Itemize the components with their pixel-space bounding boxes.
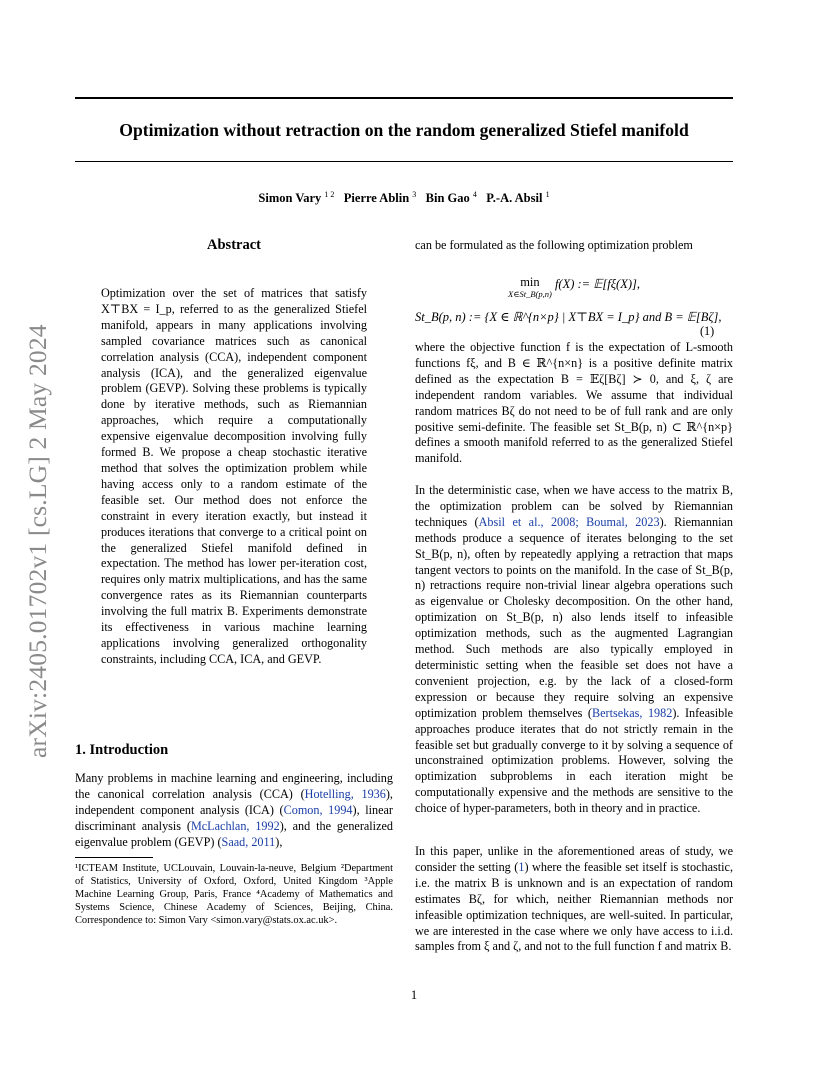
author-name: Pierre Ablin xyxy=(343,191,410,206)
equation-number: (1) xyxy=(700,324,715,338)
author-affiliation: 4 xyxy=(472,190,477,199)
footnote-rule xyxy=(75,857,153,858)
author-list xyxy=(75,190,733,206)
equation-objective xyxy=(415,276,733,300)
objective-description-paragraph: where the objective function f is the expectation of L-smooth functions fξ, and B ∈ ℝ^{n×n} is a positive definite matrix defined as the expectation B = 𝔼ζ[Bζ] ≻ 0, and ξ, ζ are independent random variables. We assume that individual random matrices Bζ do not need to be of full rank and are only positive semi-definite. The feasible set St_B(p, n) ⊂ ℝ^{n×p} defines a smooth manifold referred to as the generalized Stiefel manifold. xyxy=(415,340,733,466)
citation-link-hotelling[interactable]: Hotelling, 1936 xyxy=(304,786,386,801)
citation-link-comon[interactable]: Comon, 1994 xyxy=(283,802,353,817)
title-rule-bottom xyxy=(75,161,733,162)
citation-link-bertsekas[interactable]: Bertsekas, 1982 xyxy=(592,705,673,720)
citation-link-saad[interactable]: Saad, 2011 xyxy=(221,834,276,849)
citation-link-absil-boumal[interactable]: Absil et al., 2008; Boumal, 2023 xyxy=(478,514,660,529)
equation-objective-expression: f(X) := 𝔼[fξ(X)], xyxy=(554,277,640,291)
author-affiliation: 1 2 xyxy=(324,190,335,199)
author-affiliation: 3 xyxy=(412,190,417,199)
author-name: Simon Vary xyxy=(258,191,322,206)
deterministic-case-paragraph: In the deterministic case, when we have access to the matrix B, the optimization problem can be solved by Riemannian techniques (Absil et al., 2008; Boumal, 2023). Riemannian methods produce a sequence of iterates belonging to the set St_B(p, n), often by repeatedly applying a retraction that maps tangent vectors to points on the manifold. In the case of St_B(p, n) retractions require non-trivial linear algebra operations such as eigenvalue or Cholesky decomposition. On the other hand, optimization on St_B(p, n) also lends itself to infeasible optimization methods, such as the augmented Lagrangian method. Such methods are also typically employed in deterministic setting when the feasible set does not have a convenient projection, e.g. by the lack of a closed-form expression or because they require solving an expensive optimization problem themselves (Bertsekas, 1982). Infeasible approaches produce iterates that do not strictly remain in the feasible set but gradually converge to it by solving a sequence of unconstrained optimization problems. However, solving the optimization subproblems in each iteration might be computationally expensive and the methods are sensitive to the choice of hyper-parameters, both in theory and in practice. xyxy=(415,483,734,816)
page-number: 1 xyxy=(410,988,418,1002)
paper-title: Optimization without retraction on the random generalized Stiefel manifold xyxy=(119,120,689,140)
citation-link-mclachlan[interactable]: McLachlan, 1992 xyxy=(190,818,280,833)
equation-min-operator: min X∈St_B(p,n) xyxy=(508,275,552,299)
author-affiliation: 1 xyxy=(545,190,550,199)
title-rule-top xyxy=(75,97,733,99)
arxiv-identifier-stamp: arXiv:2405.01702v1 [cs.LG] 2 May 2024 xyxy=(23,324,52,758)
equation-reference-link[interactable]: 1 xyxy=(518,859,525,874)
formulation-lead: can be formulated as the following optimization problem xyxy=(415,238,693,252)
abstract-text: Optimization over the set of matrices that satisfy X⊤BX = I_p, referred to as the generalized Stiefel manifold, appears in many applications involving sampled covariance matrices such as canonical correlation analysis (CCA), independent component analysis (ICA), and the generalized eigenvalue problem (GEVP). Solving these problems is typically done by iterative methods, such as Riemannian approaches, which require a computationally expensive eigenvalue decomposition involving fully formed B. We propose a cheap stochastic iterative method that solves the optimization problem while having access only to a random estimate of the feasible set. Our method does not enforce the constraint in every iteration exactly, but instead it produces iterations that converge to a critical point on the generalized Stiefel manifold defined in expectation. The method has lower per-iteration cost, requires only matrix multiplications, and has the same convergence rates as its Riemannian counterparts involving the full matrix B. Experiments demonstrate its effectiveness in various machine learning applications involving generalized orthogonality constraints, including CCA, ICA, and GEVP. xyxy=(101,286,367,666)
author-name: Bin Gao xyxy=(425,191,470,206)
affiliation-footnote: ¹ICTEAM Institute, UCLouvain, Louvain-la-neuve, Belgium ²Department of Statistics, University of Oxford, Oxford, United Kingdom ³Apple Machine Learning Group, Paris, France ⁴Academy of Mathematics and Systems Science, Chinese Academy of Sciences, Beijing, China. Correspondence to: Simon Vary <simon.vary@stats.ox.ac.uk>. xyxy=(75,863,393,927)
abstract-heading: Abstract xyxy=(207,237,261,253)
equation-constraint: St_B(p, n) := {X ∈ ℝ^{n×p} | X⊤BX = I_p} and B = 𝔼[Bζ], xyxy=(415,310,722,324)
author-name: P.-A. Absil xyxy=(486,191,543,206)
stochastic-setting-paragraph: In this paper, unlike in the aforementioned areas of study, we consider the setting (1) where the feasible set itself is stochastic, i.e. the matrix B is unknown and is an expectation of random estimates Bζ, for which, neither Riemannian methods nor infeasible optimization techniques, are well-suited. In particular, we are interested in the case where we only have access to i.i.d. samples from ξ and ζ, and not to the full function f and matrix B. xyxy=(415,844,733,954)
introduction-paragraph: Many problems in machine learning and engineering, including the canonical correlation analysis (CCA) (Hotelling, 1936), independent component analysis (ICA) (Comon, 1994), linear discriminant analysis (McLachlan, 1992), and the generalized eigenvalue problem (GEVP) (Saad, 2011), xyxy=(75,771,393,849)
section-heading-introduction: 1. Introduction xyxy=(75,742,169,758)
